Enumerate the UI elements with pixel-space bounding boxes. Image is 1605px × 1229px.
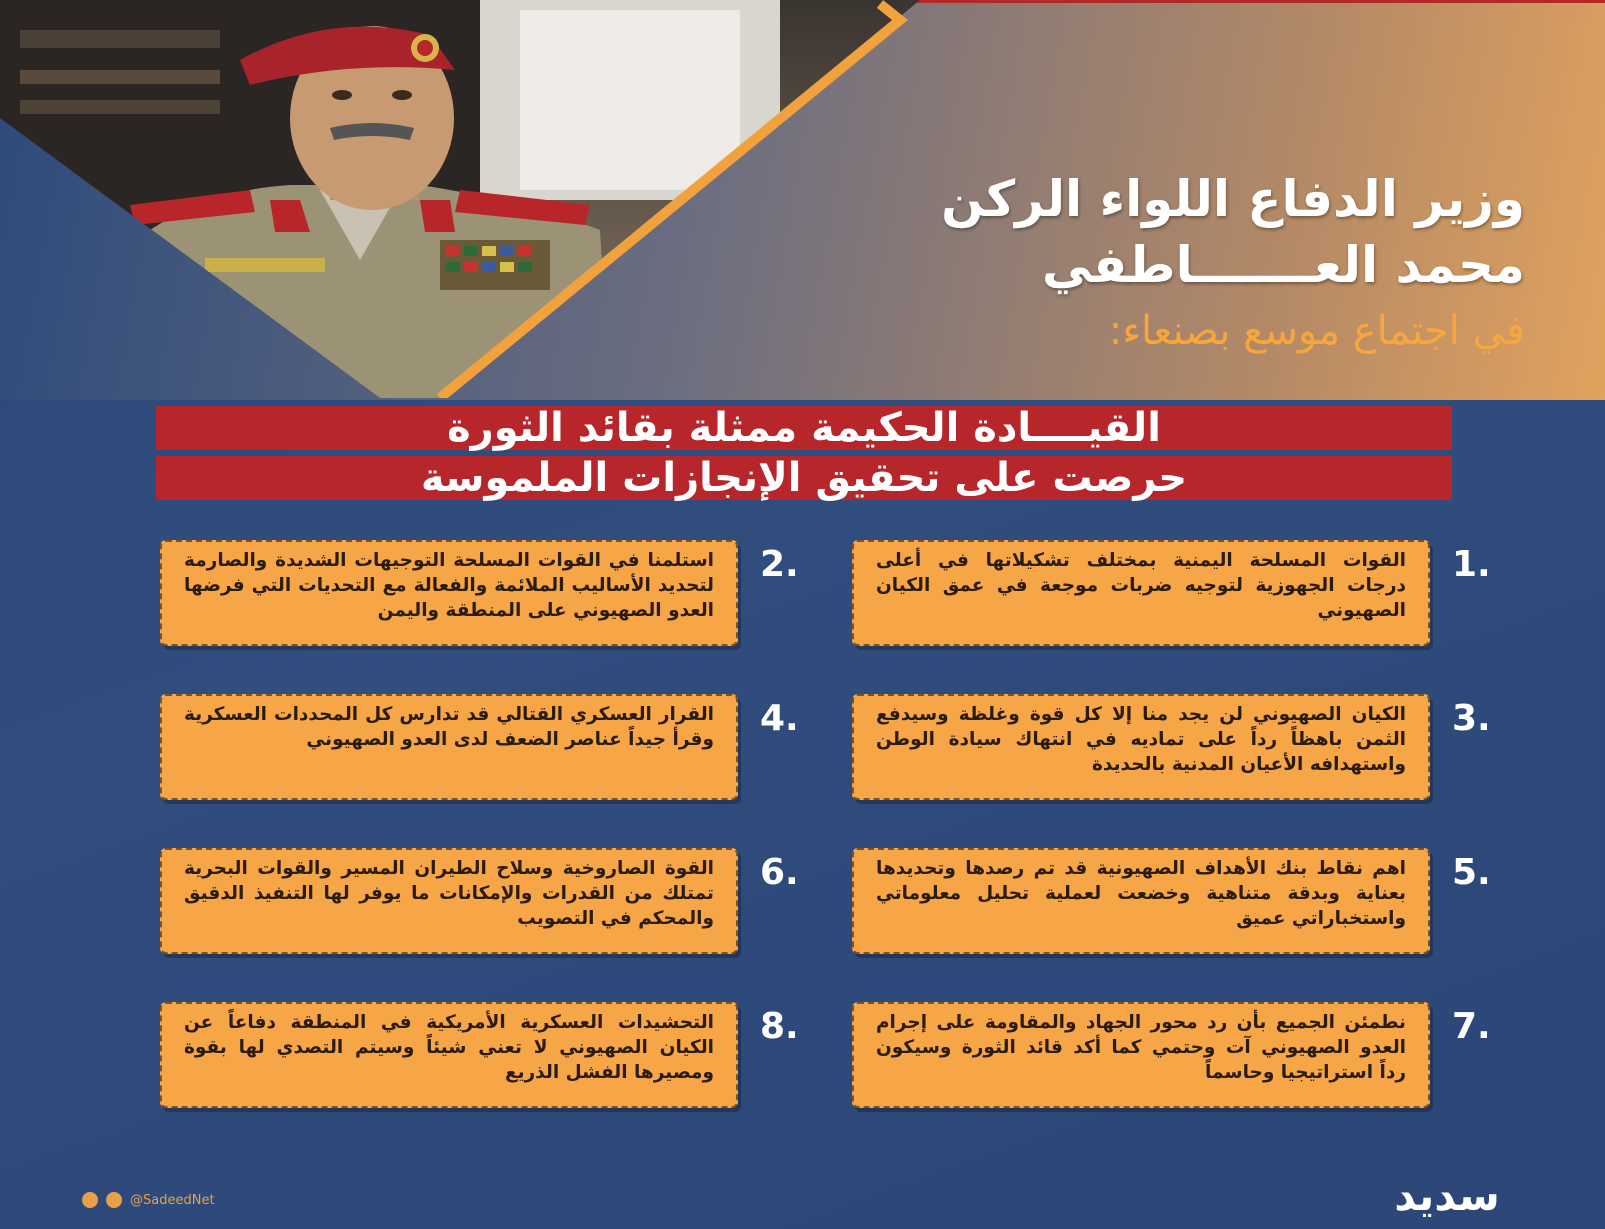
- point-number: 6.: [760, 852, 799, 893]
- banner-line-1: القيــــادة الحكيمة ممثلة بقائد الثورة: [156, 406, 1452, 450]
- subtitle: في اجتماع موسع بصنعاء:: [1108, 308, 1525, 354]
- point-number: 2.: [760, 544, 799, 585]
- point-2: [160, 540, 800, 654]
- title-line-1: وزير الدفاع اللواء الركن: [941, 170, 1525, 228]
- point-1: [852, 540, 1492, 654]
- point-4: [160, 694, 800, 808]
- point-text: اهم نقاط بنك الأهداف الصهيونية قد تم رصدها وتحديدها بعناية وبدقة متناهية وخضعت لعملية تحليل معلوماتي واستخباراتي عميق: [852, 848, 1430, 954]
- point-text: القوات المسلحة اليمنية بمختلف تشكيلاتها في أعلى درجات الجهوزية لتوجيه ضربات موجعة في عمق الكيان الصهيوني: [852, 540, 1430, 646]
- banner-line-2: حرصت على تحقيق الإنجازات الملموسة: [156, 456, 1452, 500]
- point-number: 5.: [1452, 852, 1491, 893]
- point-number: 4.: [760, 698, 799, 739]
- point-number: 8.: [760, 1006, 799, 1047]
- point-text: التحشيدات العسكرية الأمريكية في المنطقة دفاعاً عن الكيان الصهيوني لا تعني شيئاً وسيتم التصدي لها بقوة ومصيرها الفشل الذريع: [160, 1002, 738, 1108]
- sadeed-logo: سديد: [1394, 1171, 1500, 1220]
- point-6: [160, 848, 800, 962]
- point-3: [852, 694, 1492, 808]
- social-handle[interactable]: @SadeedNet: [130, 1192, 215, 1208]
- point-text: نطمئن الجميع بأن رد محور الجهاد والمقاومة على إجرام العدو الصهيوني آت وحتمي كما أكد قائد الثورة وسيكون رداً استراتيجيا وحاسماً: [852, 1002, 1430, 1108]
- point-number: 3.: [1452, 698, 1491, 739]
- point-text: القرار العسكري القتالي قد تدارس كل المحددات العسكرية وقرأ جيداً عناصر الضعف لدى العدو الصهيوني: [160, 694, 738, 800]
- point-7: [852, 1002, 1492, 1116]
- point-number: 1.: [1452, 544, 1491, 585]
- point-text: الكيان الصهيوني لن يجد منا إلا كل قوة وغلظة وسيدفع الثمن باهظاً رداً على تماديه في انتهاك سيادة الوطن واستهدافه الأعيان المدنية بالحديدة: [852, 694, 1430, 800]
- title-line-2: محمد العـــــــاطفي: [1041, 236, 1525, 294]
- point-number: 7.: [1452, 1006, 1491, 1047]
- point-5: [852, 848, 1492, 962]
- point-text: القوة الصاروخية وسلاح الطيران المسير والقوات البحرية تمتلك من القدرات والإمكانات ما يوفر لها التنفيذ الدقيق والمحكم في التصويب: [160, 848, 738, 954]
- twitter-icon[interactable]: [106, 1192, 122, 1208]
- social-footer: [82, 1192, 215, 1208]
- telegram-icon[interactable]: [82, 1192, 98, 1208]
- point-8: [160, 1002, 800, 1116]
- point-text: استلمنا في القوات المسلحة التوجيهات الشديدة والصارمة لتحديد الأساليب الملائمة والفعالة مع التحديات التي فرضها العدو الصهيوني على المنطقة واليمن: [160, 540, 738, 646]
